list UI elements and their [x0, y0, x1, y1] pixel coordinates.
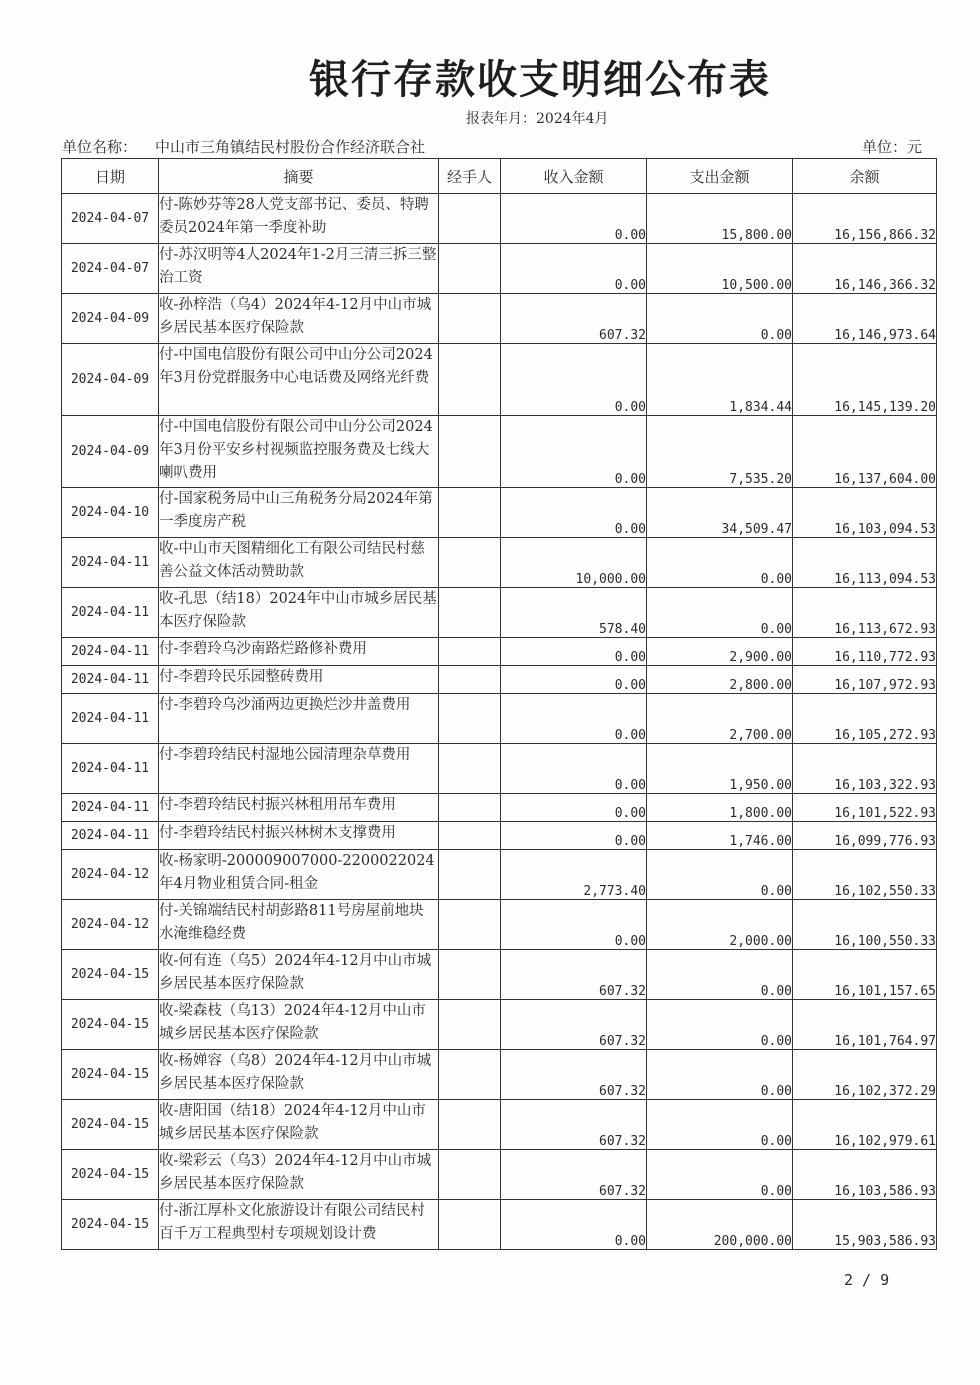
cell-date: 2024-04-12 — [62, 900, 159, 950]
cell-income: 0.00 — [501, 900, 647, 950]
cell-handler — [439, 1150, 501, 1200]
cell-summary: 收-杨家明-200009007000-2200022024年4月物业租赁合同-租金 — [159, 850, 439, 900]
table-row — [62, 822, 937, 850]
cell-handler — [439, 1200, 501, 1250]
org-name: 中山市三角镇结民村股份合作经济联合社 — [155, 138, 426, 156]
cell-income: 0.00 — [501, 344, 647, 416]
cell-income: 0.00 — [501, 244, 647, 294]
cell-expense: 15,800.00 — [647, 194, 793, 244]
cell-handler — [439, 950, 501, 1000]
cell-expense: 1,950.00 — [647, 744, 793, 794]
table-row — [62, 950, 937, 1000]
cell-handler — [439, 666, 501, 694]
cell-income: 607.32 — [501, 294, 647, 344]
table-row — [62, 666, 937, 694]
cell-handler — [439, 694, 501, 744]
table-row — [62, 638, 937, 666]
cell-balance: 16,101,157.65 — [793, 950, 937, 1000]
table-row — [62, 416, 937, 488]
cell-expense: 2,700.00 — [647, 694, 793, 744]
cell-date: 2024-04-11 — [62, 588, 159, 638]
table-row — [62, 850, 937, 900]
cell-balance: 16,103,094.53 — [793, 488, 937, 538]
cell-date: 2024-04-15 — [62, 1100, 159, 1150]
cell-balance: 16,103,322.93 — [793, 744, 937, 794]
table-header-row — [62, 159, 937, 194]
cell-date: 2024-04-11 — [62, 538, 159, 588]
cell-date: 2024-04-15 — [62, 1150, 159, 1200]
cell-summary: 付-李碧玲结民村湿地公园清理杂草费用 — [159, 744, 439, 794]
cell-balance: 15,903,586.93 — [793, 1200, 937, 1250]
cell-summary: 付-陈妙芬等28人党支部书记、委员、特聘委员2024年第一季度补助 — [159, 194, 439, 244]
column-header-expense: 支出金额 — [647, 159, 793, 194]
unit-value: 元 — [907, 138, 923, 156]
cell-handler — [439, 588, 501, 638]
table-row — [62, 694, 937, 744]
table-row — [62, 1000, 937, 1050]
cell-income: 0.00 — [501, 694, 647, 744]
cell-date: 2024-04-07 — [62, 244, 159, 294]
cell-expense: 10,500.00 — [647, 244, 793, 294]
report-period-value: 2024年4月 — [536, 111, 609, 127]
cell-balance: 16,100,550.33 — [793, 900, 937, 950]
cell-expense: 1,800.00 — [647, 794, 793, 822]
cell-summary: 收-梁彩云（乌3）2024年4-12月中山市城乡居民基本医疗保险款 — [159, 1150, 439, 1200]
column-header-date: 日期 — [62, 159, 159, 194]
cell-balance: 16,113,672.93 — [793, 588, 937, 638]
cell-expense: 0.00 — [647, 294, 793, 344]
cell-handler — [439, 744, 501, 794]
cell-handler — [439, 244, 501, 294]
cell-date: 2024-04-15 — [62, 1050, 159, 1100]
table-row — [62, 1050, 937, 1100]
cell-date: 2024-04-09 — [62, 294, 159, 344]
unit-line — [862, 136, 922, 157]
cell-summary: 付-苏汉明等4人2024年1-2月三清三拆三整治工资 — [159, 244, 439, 294]
cell-balance: 16,146,366.32 — [793, 244, 937, 294]
cell-date: 2024-04-11 — [62, 744, 159, 794]
cell-handler — [439, 538, 501, 588]
cell-expense: 1,834.44 — [647, 344, 793, 416]
table-row — [62, 794, 937, 822]
cell-income: 607.32 — [501, 1050, 647, 1100]
cell-expense: 7,535.20 — [647, 416, 793, 488]
table-row — [62, 538, 937, 588]
table-row — [62, 244, 937, 294]
cell-handler — [439, 1000, 501, 1050]
cell-handler — [439, 488, 501, 538]
ledger-table — [61, 158, 937, 1250]
cell-summary: 付-李碧玲结民村振兴林租用吊车费用 — [159, 794, 439, 822]
table-row — [62, 900, 937, 950]
cell-expense: 0.00 — [647, 1100, 793, 1150]
cell-balance: 16,113,094.53 — [793, 538, 937, 588]
cell-balance: 16,102,550.33 — [793, 850, 937, 900]
cell-date: 2024-04-11 — [62, 822, 159, 850]
cell-date: 2024-04-07 — [62, 194, 159, 244]
column-header-income: 收入金额 — [501, 159, 647, 194]
cell-income: 607.32 — [501, 1000, 647, 1050]
table-row — [62, 1200, 937, 1250]
cell-date: 2024-04-15 — [62, 1000, 159, 1050]
cell-summary: 付-关锦端结民村胡彭路811号房屋前地块水淹维稳经费 — [159, 900, 439, 950]
report-period — [466, 108, 609, 128]
cell-income: 0.00 — [501, 822, 647, 850]
column-header-summary: 摘要 — [159, 159, 439, 194]
cell-income: 0.00 — [501, 194, 647, 244]
cell-summary: 付-中国电信股份有限公司中山分公司2024年3月份平安乡村视频监控服务费及七线大喇叭费用 — [159, 416, 439, 488]
cell-date: 2024-04-09 — [62, 416, 159, 488]
cell-balance: 16,102,979.61 — [793, 1100, 937, 1150]
cell-balance: 16,099,776.93 — [793, 822, 937, 850]
cell-summary: 收-孙梓浩（乌4）2024年4-12月中山市城乡居民基本医疗保险款 — [159, 294, 439, 344]
cell-handler — [439, 900, 501, 950]
cell-balance: 16,110,772.93 — [793, 638, 937, 666]
cell-date: 2024-04-09 — [62, 344, 159, 416]
cell-income: 0.00 — [501, 744, 647, 794]
cell-expense: 200,000.00 — [647, 1200, 793, 1250]
cell-date: 2024-04-12 — [62, 850, 159, 900]
cell-summary: 付-李碧玲结民村振兴林树木支撑费用 — [159, 822, 439, 850]
cell-income: 578.40 — [501, 588, 647, 638]
cell-income: 607.32 — [501, 1150, 647, 1200]
cell-summary: 付-李碧玲乌沙南路烂路修补费用 — [159, 638, 439, 666]
cell-expense: 0.00 — [647, 1150, 793, 1200]
cell-income: 0.00 — [501, 1200, 647, 1250]
cell-income: 10,000.00 — [501, 538, 647, 588]
cell-date: 2024-04-15 — [62, 950, 159, 1000]
cell-handler — [439, 416, 501, 488]
table-row — [62, 488, 937, 538]
column-header-handler: 经手人 — [439, 159, 501, 194]
table-row — [62, 1100, 937, 1150]
cell-handler — [439, 344, 501, 416]
cell-balance: 16,146,973.64 — [793, 294, 937, 344]
cell-summary: 收-梁森枝（乌13）2024年4-12月中山市城乡居民基本医疗保险款 — [159, 1000, 439, 1050]
cell-date: 2024-04-11 — [62, 666, 159, 694]
org-label: 单位名称： — [62, 138, 138, 156]
table-row — [62, 744, 937, 794]
cell-expense: 2,900.00 — [647, 638, 793, 666]
cell-summary: 收-杨婵容（乌8）2024年4-12月中山市城乡居民基本医疗保险款 — [159, 1050, 439, 1100]
table-row — [62, 1150, 937, 1200]
cell-date: 2024-04-15 — [62, 1200, 159, 1250]
cell-expense: 0.00 — [647, 538, 793, 588]
report-period-label: 报表年月： — [466, 111, 536, 127]
cell-balance: 16,107,972.93 — [793, 666, 937, 694]
cell-income: 0.00 — [501, 416, 647, 488]
cell-date: 2024-04-11 — [62, 694, 159, 744]
cell-handler — [439, 850, 501, 900]
unit-label: 单位： — [862, 138, 908, 156]
cell-balance: 16,103,586.93 — [793, 1150, 937, 1200]
cell-summary: 收-唐阳国（结18）2024年4-12月中山市城乡居民基本医疗保险款 — [159, 1100, 439, 1150]
ledger-body — [62, 194, 937, 1250]
cell-handler — [439, 822, 501, 850]
cell-handler — [439, 194, 501, 244]
cell-expense: 0.00 — [647, 850, 793, 900]
cell-handler — [439, 638, 501, 666]
table-row — [62, 344, 937, 416]
cell-expense: 0.00 — [647, 1050, 793, 1100]
cell-summary: 付-李碧玲乌沙涌两边更换烂沙井盖费用 — [159, 694, 439, 744]
cell-expense: 2,000.00 — [647, 900, 793, 950]
cell-income: 0.00 — [501, 794, 647, 822]
cell-balance: 16,101,764.97 — [793, 1000, 937, 1050]
cell-income: 2,773.40 — [501, 850, 647, 900]
cell-summary: 付-中国电信股份有限公司中山分公司2024年3月份党群服务中心电话费及网络光纤费 — [159, 344, 439, 416]
cell-summary: 付-李碧玲民乐园整砖费用 — [159, 666, 439, 694]
cell-income: 607.32 — [501, 1100, 647, 1150]
cell-expense: 0.00 — [647, 588, 793, 638]
cell-date: 2024-04-10 — [62, 488, 159, 538]
column-header-balance: 余额 — [793, 159, 937, 194]
cell-expense: 0.00 — [647, 950, 793, 1000]
cell-handler — [439, 294, 501, 344]
cell-summary: 收-何有连（乌5）2024年4-12月中山市城乡居民基本医疗保险款 — [159, 950, 439, 1000]
cell-income: 607.32 — [501, 950, 647, 1000]
cell-balance: 16,145,139.20 — [793, 344, 937, 416]
table-row — [62, 194, 937, 244]
cell-expense: 1,746.00 — [647, 822, 793, 850]
table-row — [62, 588, 937, 638]
cell-income: 0.00 — [501, 666, 647, 694]
page-number: 2 / 9 — [844, 1271, 890, 1289]
cell-handler — [439, 794, 501, 822]
cell-date: 2024-04-11 — [62, 638, 159, 666]
cell-income: 0.00 — [501, 638, 647, 666]
cell-balance: 16,105,272.93 — [793, 694, 937, 744]
cell-summary: 收-孔思（结18）2024年中山市城乡居民基本医疗保险款 — [159, 588, 439, 638]
cell-expense: 34,509.47 — [647, 488, 793, 538]
cell-balance: 16,156,866.32 — [793, 194, 937, 244]
cell-date: 2024-04-11 — [62, 794, 159, 822]
cell-expense: 2,800.00 — [647, 666, 793, 694]
document-title: 银行存款收支明细公布表 — [309, 56, 771, 103]
cell-expense: 0.00 — [647, 1000, 793, 1050]
cell-summary: 付-国家税务局中山三角税务分局2024年第一季度房产税 — [159, 488, 439, 538]
organization-line — [62, 136, 425, 157]
cell-income: 0.00 — [501, 488, 647, 538]
cell-handler — [439, 1100, 501, 1150]
cell-balance: 16,102,372.29 — [793, 1050, 937, 1100]
table-row — [62, 294, 937, 344]
cell-balance: 16,101,522.93 — [793, 794, 937, 822]
cell-summary: 收-中山市天图精细化工有限公司结民村慈善公益文体活动赞助款 — [159, 538, 439, 588]
cell-balance: 16,137,604.00 — [793, 416, 937, 488]
cell-handler — [439, 1050, 501, 1100]
cell-summary: 付-浙江厚朴文化旅游设计有限公司结民村百千万工程典型村专项规划设计费 — [159, 1200, 439, 1250]
